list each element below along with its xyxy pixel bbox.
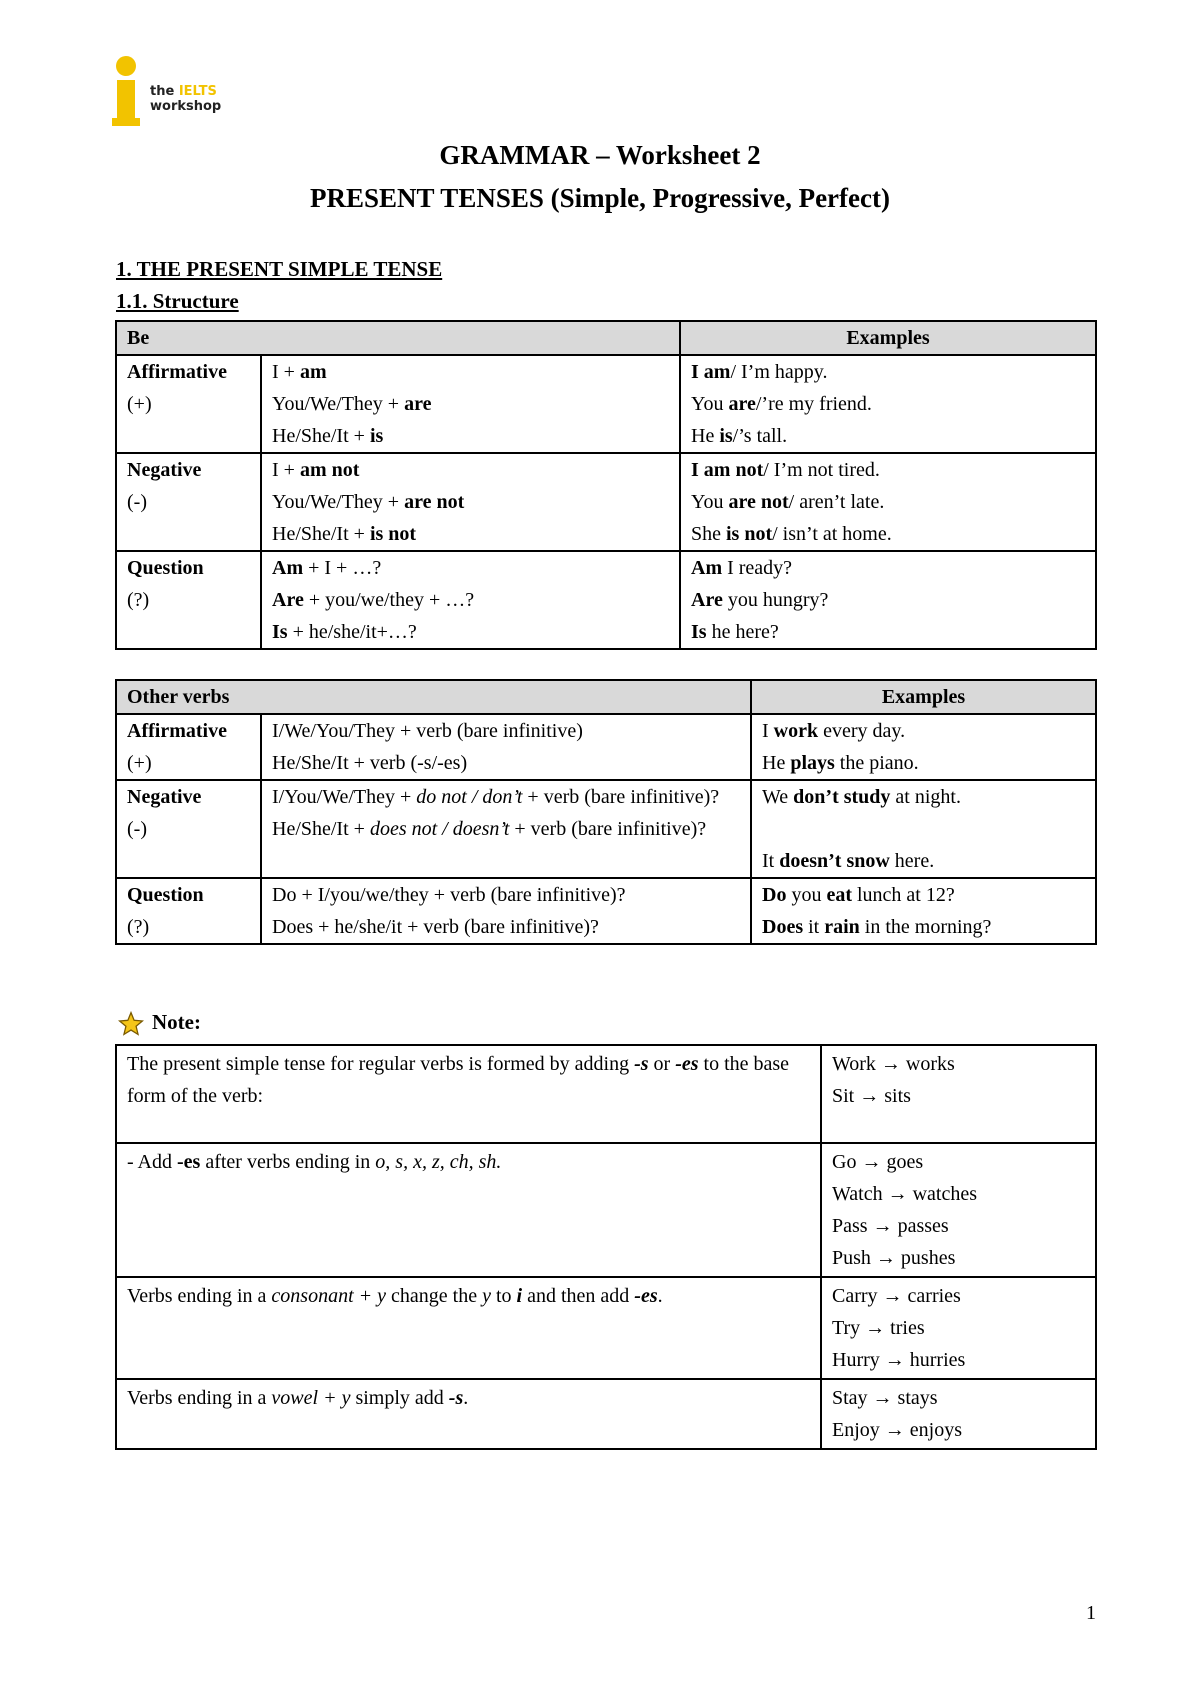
example-text: I ready? xyxy=(722,557,793,579)
structure-text: + he/she/it+…? xyxy=(287,621,417,643)
row-label-cell xyxy=(116,780,261,878)
example-text: he here? xyxy=(706,621,779,643)
example-text: Try → tries xyxy=(832,1317,925,1339)
example-text: you xyxy=(786,884,827,906)
rule-text: change the xyxy=(386,1285,483,1307)
example-bold: plays xyxy=(790,752,835,774)
structure-text: He/She/It + xyxy=(272,523,370,545)
example-text: You xyxy=(691,393,729,415)
example-text: lunch at 12? xyxy=(852,884,955,906)
examples-col-header: Examples xyxy=(751,680,1096,714)
example-bold: Are xyxy=(691,589,723,611)
rule-text: or xyxy=(648,1053,676,1075)
example-cell xyxy=(680,551,1096,649)
structure-text: He/She/It + verb (-s/-es) xyxy=(272,752,468,774)
row-sign: (?) xyxy=(127,916,150,938)
structure-text: + I + …? xyxy=(303,557,382,579)
structure-cell xyxy=(261,551,680,649)
table-row xyxy=(116,1045,1096,1143)
be-table-header xyxy=(116,321,1096,355)
example-text: It xyxy=(762,850,780,872)
rule-cell xyxy=(116,1045,821,1143)
example-text: Hurry → hurries xyxy=(832,1349,966,1371)
example-cell xyxy=(751,878,1096,944)
row-label-cell xyxy=(116,551,261,649)
structure-text: He/She/It + xyxy=(272,425,370,447)
logo-dot xyxy=(116,56,136,76)
structure-text: + verb (bare infinitive)? xyxy=(509,818,707,840)
example-text: / aren’t late. xyxy=(788,491,885,513)
examples-col-header: Examples xyxy=(680,321,1096,355)
structure-verb: are xyxy=(404,393,432,415)
row-label: Affirmative xyxy=(127,720,227,742)
rule-text: to xyxy=(490,1285,517,1307)
example-text: Work → works xyxy=(832,1053,955,1075)
example-text: Watch → watches xyxy=(832,1183,977,1205)
rule-text: - Add xyxy=(127,1151,177,1173)
rule-ending: -es xyxy=(634,1285,658,1307)
row-sign: (+) xyxy=(127,393,152,415)
example-text: I xyxy=(762,720,774,742)
logo-the: the xyxy=(150,84,175,99)
structure-text: + you/we/they + …? xyxy=(303,589,475,611)
rule-letters: y xyxy=(482,1285,491,1307)
rule-ending: -es xyxy=(177,1151,201,1173)
logo-base xyxy=(112,118,140,126)
table-row xyxy=(116,1277,1096,1379)
star-icon xyxy=(118,1011,144,1037)
example-bold: don’t study xyxy=(793,786,891,808)
structure-text: Do + I/you/we/they + verb (bare infinitive)? xyxy=(272,884,626,906)
example-text: She xyxy=(691,523,726,545)
example-text: Go → goes xyxy=(832,1151,924,1173)
example-text: it xyxy=(803,916,825,938)
structure-text: I/You/We/They + xyxy=(272,786,417,808)
example-text: / I’m happy. xyxy=(730,361,828,383)
other-verbs-table xyxy=(115,679,1097,945)
structure-text: Does + he/she/it + verb (bare infinitive)? xyxy=(272,916,599,938)
example-cell xyxy=(821,1143,1096,1277)
table-row xyxy=(116,355,1096,453)
example-bold: eat xyxy=(826,884,852,906)
table-row xyxy=(116,551,1096,649)
rule-ending: -es xyxy=(675,1053,699,1075)
be-col-header: Be xyxy=(116,321,680,355)
structure-verb: Am xyxy=(272,557,304,579)
example-text: Push → pushes xyxy=(832,1247,956,1269)
example-text: Stay → stays xyxy=(832,1387,938,1409)
be-table xyxy=(115,320,1097,650)
example-cell xyxy=(821,1379,1096,1449)
row-label-cell xyxy=(116,355,261,453)
structure-text: You/We/They + xyxy=(272,491,405,513)
example-bold: Is xyxy=(691,621,707,643)
note-label: Note: xyxy=(152,1010,201,1034)
table-row xyxy=(116,714,1096,780)
rule-ending: -s xyxy=(448,1387,464,1409)
example-bold: Am xyxy=(691,557,723,579)
example-bold: Do xyxy=(762,884,787,906)
row-sign: (-) xyxy=(127,818,147,840)
example-text: You xyxy=(691,491,729,513)
rule-text: and then add xyxy=(522,1285,635,1307)
row-sign: (-) xyxy=(127,491,147,513)
row-sign: (?) xyxy=(127,589,150,611)
example-bold: rain xyxy=(824,916,860,938)
example-bold: are not xyxy=(728,491,789,513)
row-label: Question xyxy=(127,557,204,579)
example-text: Sit → sits xyxy=(832,1085,911,1107)
other-verbs-col-header: Other verbs xyxy=(116,680,751,714)
structure-text: He/She/It + xyxy=(272,818,370,840)
example-bold: I am not xyxy=(691,459,764,481)
example-text: Carry → carries xyxy=(832,1285,961,1307)
other-verbs-header xyxy=(116,680,1096,714)
page-title: GRAMMAR – Worksheet 2 xyxy=(439,140,761,170)
example-text: He xyxy=(762,752,791,774)
page-number: 1 xyxy=(1086,1602,1096,1624)
example-text: / I’m not tired. xyxy=(763,459,880,481)
example-cell xyxy=(751,714,1096,780)
structure-aux: do not / don’t xyxy=(416,786,523,808)
row-label: Affirmative xyxy=(127,361,227,383)
rule-text: Verbs ending in a xyxy=(127,1387,272,1409)
example-bold: Does xyxy=(762,916,804,938)
structure-verb: am xyxy=(299,361,327,383)
rule-text: Verbs ending in a xyxy=(127,1285,272,1307)
logo-wordmark xyxy=(150,84,221,114)
rule-letters: consonant + y xyxy=(271,1285,387,1307)
structure-text: I/We/You/They + verb (bare infinitive) xyxy=(272,720,583,742)
example-cell xyxy=(680,453,1096,551)
example-text: We xyxy=(762,786,794,808)
structure-aux: does not / doesn’t xyxy=(369,818,510,840)
rule-letters: vowel + y xyxy=(271,1387,351,1409)
table-row xyxy=(116,1143,1096,1277)
example-bold: is not xyxy=(726,523,773,545)
structure-verb: am not xyxy=(299,459,360,481)
subsection-heading: 1.1. Structure xyxy=(116,289,239,313)
structure-text: I + xyxy=(272,361,300,383)
structure-cell xyxy=(261,453,680,551)
structure-cell xyxy=(261,714,751,780)
example-bold: I am xyxy=(691,361,731,383)
example-cell xyxy=(751,780,1096,878)
note-heading xyxy=(118,1010,201,1037)
rule-text: to the base form of the verb: xyxy=(127,1053,790,1107)
rule-cell xyxy=(116,1277,821,1379)
row-label-cell xyxy=(116,878,261,944)
note-table xyxy=(115,1044,1097,1450)
structure-cell xyxy=(261,355,680,453)
example-text: / isn’t at home. xyxy=(772,523,892,545)
example-text: every day. xyxy=(818,720,906,742)
rule-text: . xyxy=(657,1285,663,1307)
example-text: Enjoy → enjoys xyxy=(832,1419,962,1441)
row-label: Negative xyxy=(127,786,202,808)
example-text: He xyxy=(691,425,720,447)
table-row xyxy=(116,780,1096,878)
logo-ielts: IELTS xyxy=(178,84,217,99)
row-label: Question xyxy=(127,884,204,906)
example-bold: are xyxy=(728,393,756,415)
structure-text: You/We/They + xyxy=(272,393,405,415)
table-row xyxy=(116,453,1096,551)
section-heading: 1. THE PRESENT SIMPLE TENSE xyxy=(116,257,443,281)
example-text: /’s tall. xyxy=(732,425,788,447)
example-text: in the morning? xyxy=(859,916,992,938)
table-row xyxy=(116,1379,1096,1449)
example-bold: doesn’t snow xyxy=(779,850,890,872)
rule-text: The present simple tense for regular verbs is formed by adding xyxy=(127,1053,635,1075)
rule-cell xyxy=(116,1379,821,1449)
rule-letters: i xyxy=(516,1285,523,1307)
structure-cell xyxy=(261,780,751,878)
structure-verb: are not xyxy=(404,491,465,513)
structure-verb: is xyxy=(369,425,384,447)
example-cell xyxy=(680,355,1096,453)
example-cell xyxy=(821,1277,1096,1379)
structure-text: + verb (bare infinitive)? xyxy=(522,786,720,808)
logo-workshop: workshop xyxy=(150,99,222,114)
page-subtitle: PRESENT TENSES (Simple, Progressive, Perfect) xyxy=(310,183,890,213)
example-text: Pass → passes xyxy=(832,1215,949,1237)
rule-text: after verbs ending in xyxy=(200,1151,376,1173)
row-sign: (+) xyxy=(127,752,152,774)
structure-verb: Is xyxy=(272,621,288,643)
row-label-cell xyxy=(116,714,261,780)
structure-text: I + xyxy=(272,459,300,481)
example-text: you hungry? xyxy=(722,589,829,611)
table-row xyxy=(116,878,1096,944)
example-text: here. xyxy=(889,850,935,872)
rule-text: simply add xyxy=(350,1387,449,1409)
example-text: the piano. xyxy=(834,752,919,774)
row-label-cell xyxy=(116,453,261,551)
structure-verb: is not xyxy=(369,523,417,545)
structure-cell xyxy=(261,878,751,944)
structure-verb: Are xyxy=(272,589,304,611)
example-bold: is xyxy=(719,425,733,447)
rule-letters: o, s, x, z, ch, sh. xyxy=(375,1151,502,1173)
example-text: at night. xyxy=(890,786,961,808)
example-bold: work xyxy=(773,720,819,742)
rule-text: . xyxy=(463,1387,469,1409)
row-label: Negative xyxy=(127,459,202,481)
rule-ending: -s xyxy=(634,1053,649,1075)
rule-cell xyxy=(116,1143,821,1277)
example-text: /’re my friend. xyxy=(755,393,872,415)
example-cell xyxy=(821,1045,1096,1143)
